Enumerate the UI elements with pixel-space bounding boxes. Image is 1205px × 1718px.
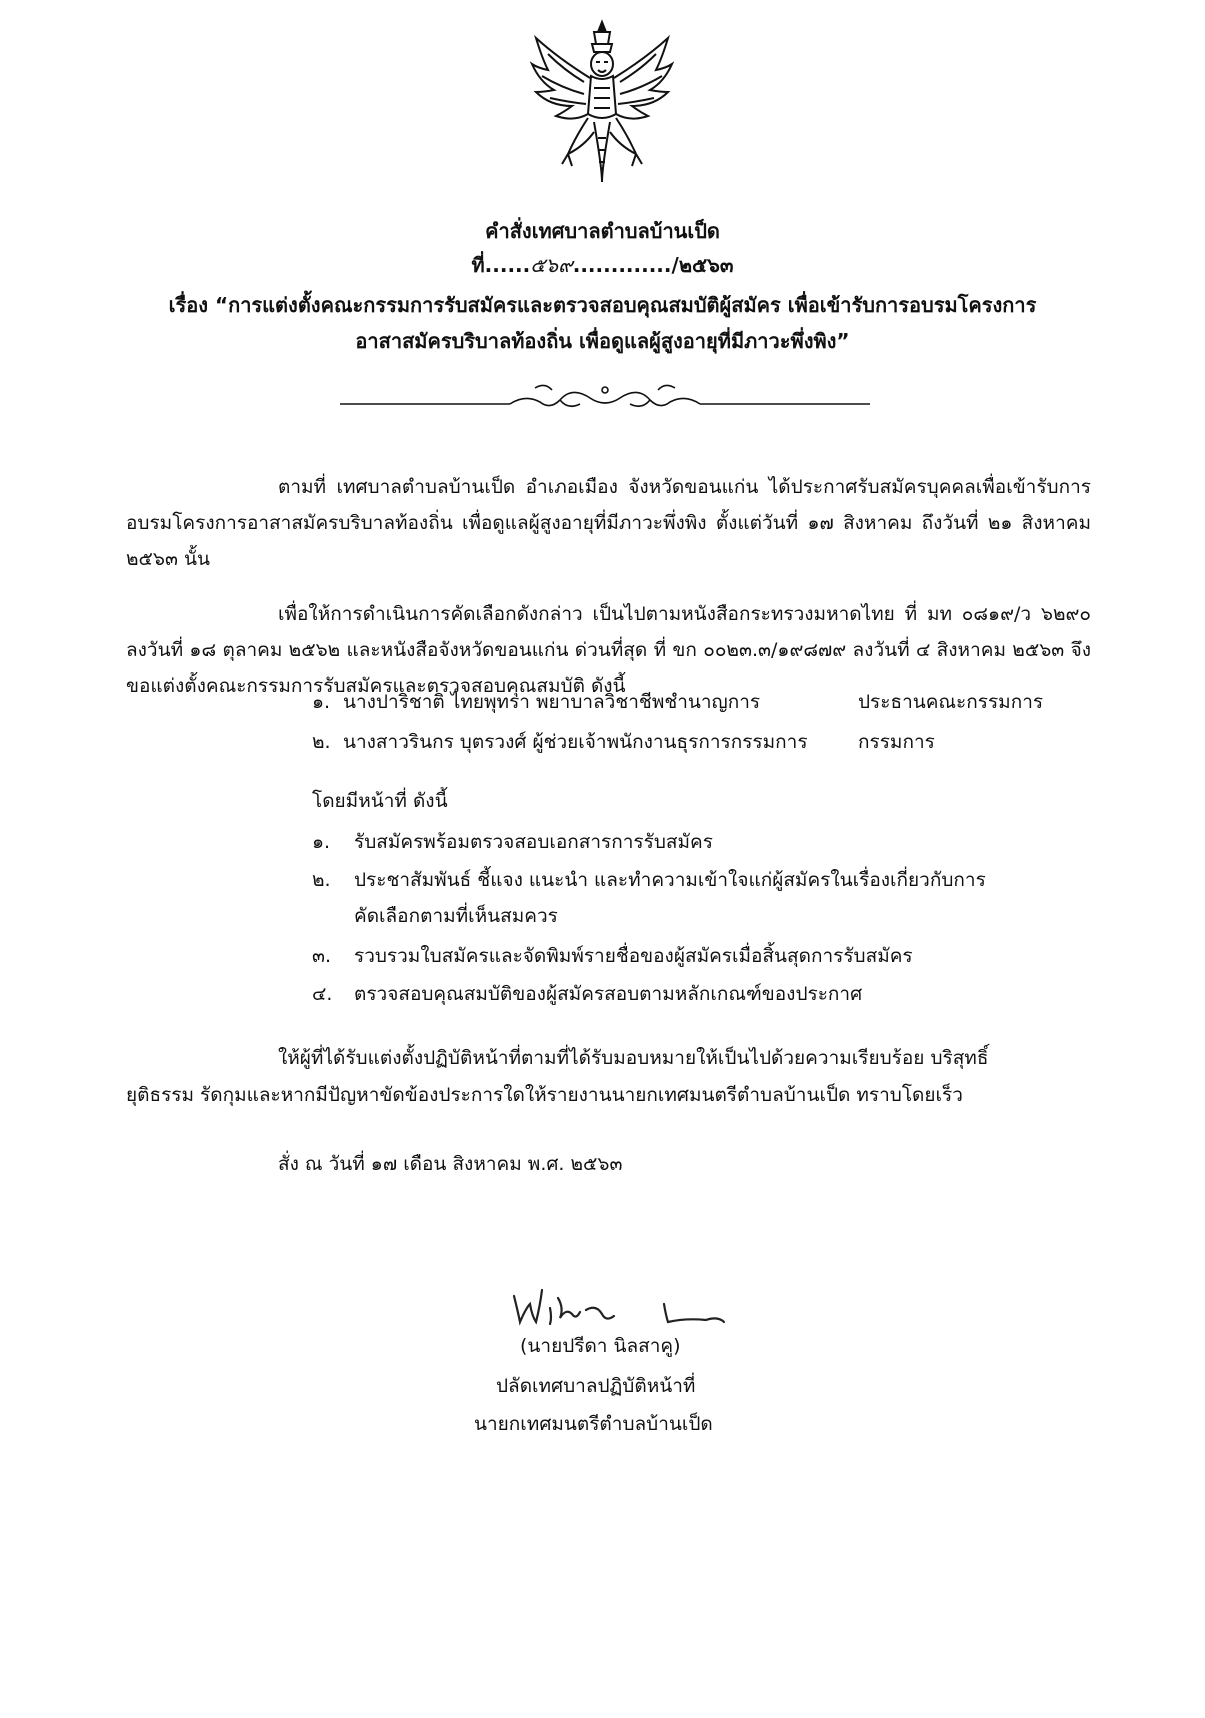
committee-number-2: ๒. <box>312 731 331 753</box>
subject-line-1: เรื่อง “การแต่งตั้งคณะกรรมการรับสมัครและตรวจสอบคุณสมบัติผู้สมัคร เพื่อเข้ารับการอบรมโครงการ <box>168 293 1037 317</box>
committee-member-2-role: กรรมการ <box>858 731 935 753</box>
signer-name: (นายปรีดา นิลสาคู) <box>520 1335 681 1357</box>
duties-heading: โดยมีหน้าที่ ดังนี้ <box>312 790 448 812</box>
paragraph-reference: เพื่อให้การดำเนินการคัดเลือกดังกล่าว เป็นไปตามหนังสือกระทรวงมหาดไทย ที่ มท ๐๘๑๙/ว ๖๒๙๐ ลงวันที่ ๑๘ ตุลาคม ๒๕๖๒ และหนังสือจังหวัดขอนแก่น ด่วนที่สุด ที่ ขก ๐๐๒๓.๓/๑๙๘๗๙ ลงวันที่ ๔ สิงหาคม ๒๕๖๓ จึงขอแต่งตั้งคณะกรรมการรับสมัครและตรวจสอบคุณสมบัติ ดังนี้ <box>126 603 1091 697</box>
document-title: คำสั่งเทศบาลตำบลบ้านเป็ด <box>485 219 720 243</box>
committee-member-1-role: ประธานคณะกรรมการ <box>858 691 1044 713</box>
duty-number-2: ๒. <box>312 869 331 891</box>
subject-line-2: อาสาสมัครบริบาลท้องถิ่น เพื่อดูแลผู้สูงอายุที่มีภาวะพึ่งพิง” <box>355 329 850 353</box>
committee-member-1-name: นางปาริชาติ ไทยพุทรา พยาบาลวิชาชีพชำนาญการ <box>343 691 761 713</box>
order-number-handwritten: ๕๖๙ <box>530 253 573 277</box>
paragraph-announcement: ตามที่ เทศบาลตำบลบ้านเป็ด อำเภอเมือง จังหวัดขอนแก่น ได้ประกาศรับสมัครบุคคลเพื่อเข้ารับการอบรมโครงการอาสาสมัครบริบาลท้องถิ่น เพื่อดูแลผู้สูงอายุที่มีภาวะพึ่งพิง ตั้งแต่วันที่ ๑๗ สิงหาคม ถึงวันที่ ๒๑ สิงหาคม ๒๕๖๓ นั้น <box>126 476 1091 570</box>
duty-text-2-continued: คัดเลือกตามที่เห็นสมควร <box>354 905 558 927</box>
order-number-dots-right: ............. <box>572 253 672 277</box>
order-number-suffix: /๒๕๖๓ <box>671 253 734 277</box>
duty-text-3: รวบรวมใบสมัครและจัดพิมพ์รายชื่อของผู้สมัครเมื่อสิ้นสุดการรับสมัคร <box>354 945 913 967</box>
committee-member-2-name: นางสาวรินกร บุตรวงศ์ ผู้ช่วยเจ้าพนักงานธุรการกรรมการ <box>343 731 808 753</box>
committee-number-1: ๑. <box>312 691 331 713</box>
closing-line-1: ให้ผู้ที่ได้รับแต่งตั้งปฏิบัติหน้าที่ตามที่ได้รับมอบหมายให้เป็นไปด้วยความเรียบร้อย บริสุทธิ์ <box>278 1047 989 1069</box>
order-date: สั่ง ณ วันที่ ๑๗ เดือน สิงหาคม พ.ศ. ๒๕๖๓ <box>278 1153 623 1175</box>
order-number <box>0 250 1205 280</box>
duty-number-3: ๓. <box>312 945 332 967</box>
duty-text-2: ประชาสัมพันธ์ ชี้แจง แนะนำ และทำความเข้าใจแก่ผู้สมัครในเรื่องเกี่ยวกับการ <box>354 869 986 891</box>
garuda-emblem-icon <box>528 18 676 186</box>
order-number-dots-left: ...... <box>484 253 531 277</box>
handwritten-signature-icon <box>506 1278 736 1338</box>
closing-line-2: ยุติธรรม รัดกุมและหากมีปัญหาขัดข้องประการใดให้รายงานนายกเทศมนตรีตำบลบ้านเป็ด ทราบโดยเร็ว <box>126 1084 963 1106</box>
duty-number-4: ๔. <box>312 983 333 1005</box>
duty-number-1: ๑. <box>312 831 331 853</box>
signer-position-2: นายกเทศมนตรีตำบลบ้านเป็ด <box>474 1413 713 1435</box>
ornamental-divider-icon <box>340 380 870 420</box>
order-number-prefix: ที่ <box>471 253 485 277</box>
signer-position-1: ปลัดเทศบาลปฏิบัติหน้าที่ <box>496 1375 696 1397</box>
duty-text-4: ตรวจสอบคุณสมบัติของผู้สมัครสอบตามหลักเกณฑ์ของประกาศ <box>354 983 863 1005</box>
duty-text-1: รับสมัครพร้อมตรวจสอบเอกสารการรับสมัคร <box>354 831 713 853</box>
